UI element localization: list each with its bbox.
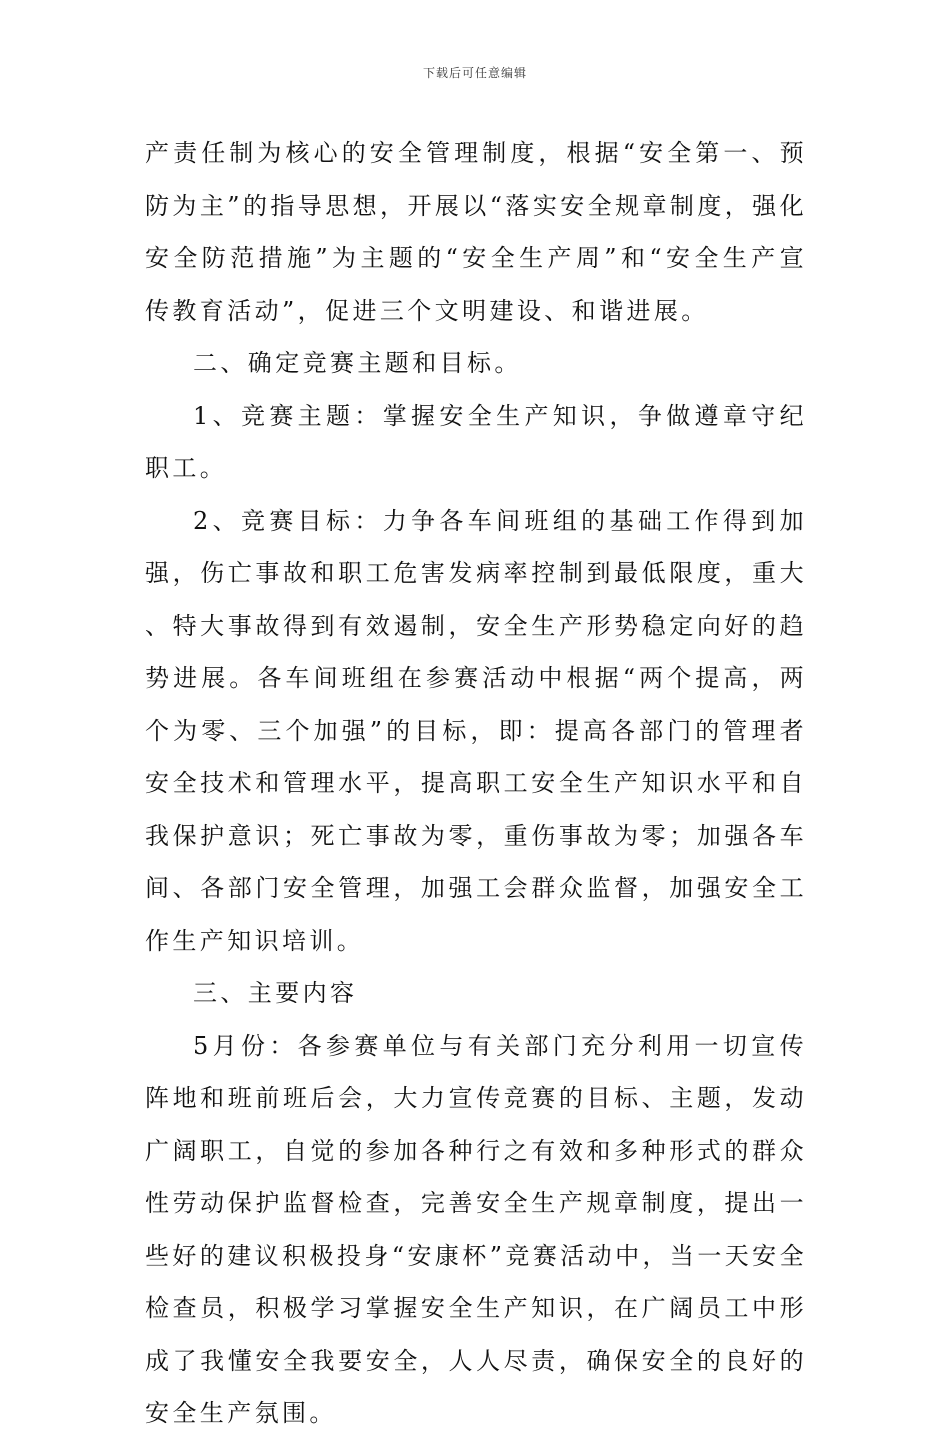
paragraph-safety-system: 产责任制为核心的安全管理制度，根据“安全第一、预防为主”的指导思想，开展以“落实安全规章制度，强化安全防范措施”为主题的“安全生产周”和“安全生产宣传教育活动”，促进三个文明建设、和谐进展。 xyxy=(145,139,807,325)
download-note: 下载后可任意编辑 xyxy=(422,66,527,80)
paragraph-competition-goals: 2、竞赛目标：力争各车间班组的基础工作得到加强，伤亡事故和职工危害发病率控制到最低限度，重大、特大事故得到有效遏制，安全生产形势稳定向好的趋势进展。各车间班组在参赛活动中根据“两个提高，两个为零、三个加强”的目标，即：提高各部门的管理者安全技术和管理水平，提高职工安全生产知识水平和自我保护意识；死亡事故为零，重伤事故为零；加强各车间、各部门安全管理，加强工会群众监督，加强安全工作生产知识培训。 xyxy=(145,506,807,955)
section-heading-main-content: 三、主要内容 xyxy=(193,979,358,1007)
section-heading-theme-goals: 二、确定竞赛主题和目标。 xyxy=(193,349,522,377)
paragraph-may-activities: 5月份：各参赛单位与有关部门充分利用一切宣传阵地和班前班后会，大力宣传竞赛的目标、主题，发动广阔职工，自觉的参加各种行之有效和多种形式的群众性劳动保护监督检查，完善安全生产规章制度，提出一些好的建议积极投身“安康杯”竞赛活动中，当一天安全检查员，积极学习掌握安全生产知识，在广阔员工中形成了我懂安全我要安全，人人尽责，确保安全的良好的安全生产氛围。 xyxy=(145,1031,807,1427)
paragraph-competition-theme: 1、竞赛主题：掌握安全生产知识，争做遵章守纪职工。 xyxy=(145,401,807,482)
document-body xyxy=(145,127,807,1440)
